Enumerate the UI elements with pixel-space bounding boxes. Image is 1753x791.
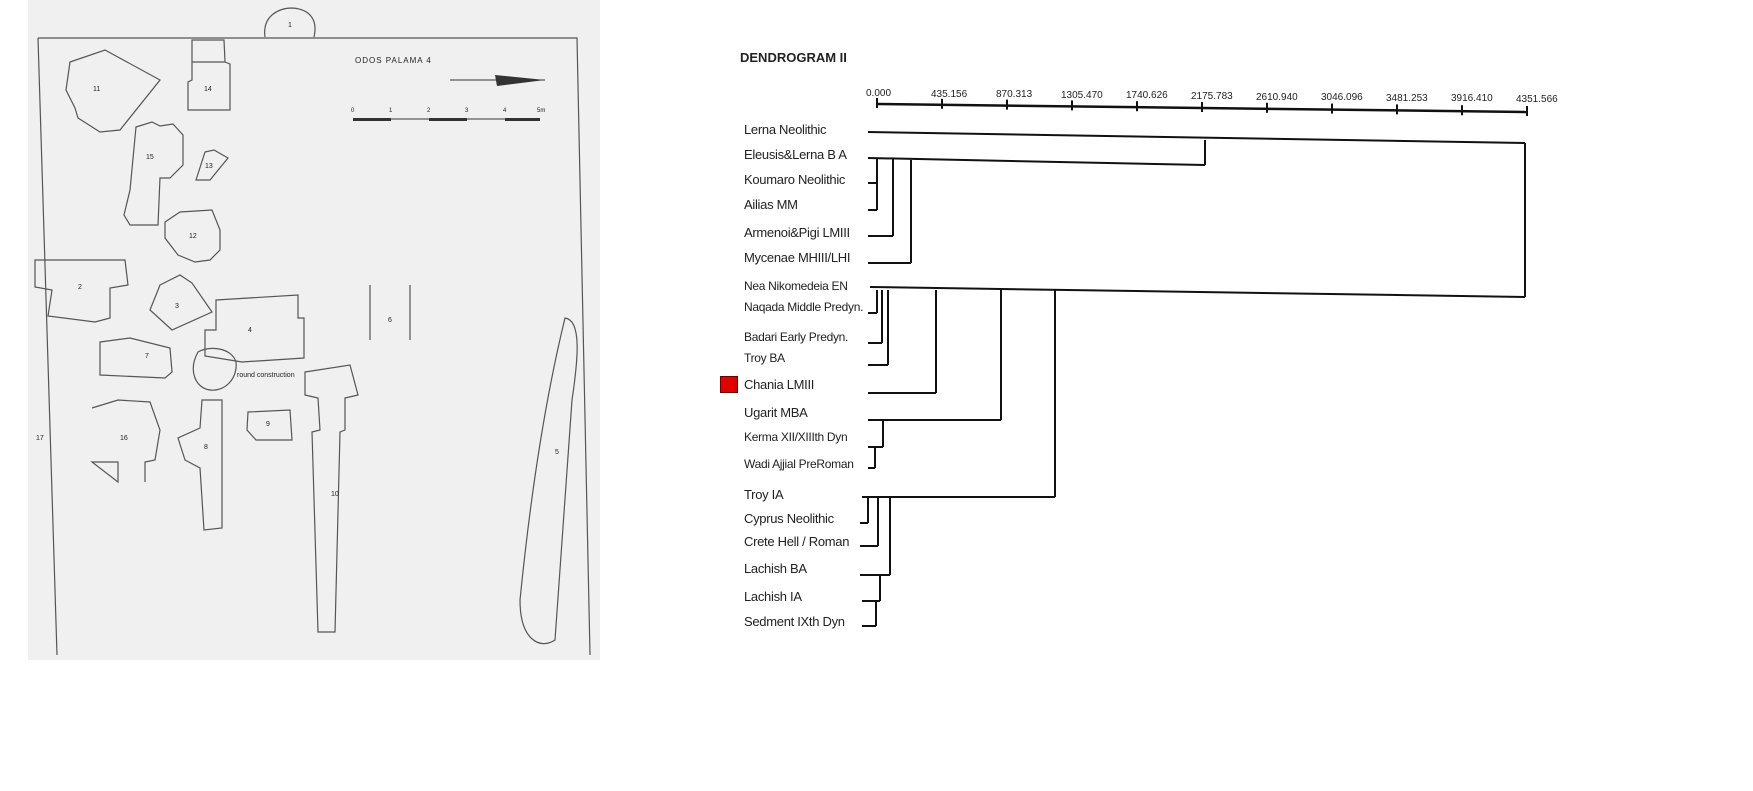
site-plan-drawing: [0, 0, 620, 700]
scale-label: 1: [389, 108, 393, 114]
dendrogram-tree: [700, 0, 1753, 700]
leaf-label: Mycenae MHIII/LHI: [744, 250, 851, 265]
axis-tick-label: 3916.410: [1451, 93, 1493, 105]
room-label: 15: [146, 154, 154, 161]
leaf-label: Naqada Middle Predyn.: [744, 300, 864, 314]
leaf-label: Sedment IXth Dyn: [744, 614, 845, 629]
axis-tick-label: 3481.253: [1386, 92, 1428, 104]
room-label: 3: [175, 303, 179, 310]
room-label: 16: [120, 435, 128, 442]
leaf-label: Ailias MM: [744, 197, 798, 212]
axis-tick-label: 0.000: [866, 88, 892, 99]
round-construction-label: round construction: [237, 372, 295, 379]
leaf-label: Armenoi&Pigi LMIII: [744, 225, 850, 240]
room-label: 4: [248, 327, 252, 334]
scale-label: 3: [465, 108, 469, 114]
scale-label: 5m: [537, 108, 546, 114]
room-label: 1: [288, 22, 292, 29]
axis-tick-label: 2610.940: [1256, 91, 1298, 103]
leaf-label: Koumaro Neolithic: [744, 172, 846, 187]
plan-title: ODOS PALAMA 4: [355, 56, 432, 65]
leaf-label: Kerma XII/XIIIth Dyn: [744, 430, 848, 444]
dendrogram: [700, 0, 1753, 700]
axis-tick-label: 1305.470: [1061, 89, 1103, 101]
room-label: 11: [93, 86, 101, 93]
scale-bar: [353, 118, 540, 121]
dendrogram-branch: [868, 132, 1525, 143]
axis-tick-label: 870.313: [996, 89, 1033, 101]
room-label: 8: [204, 444, 208, 451]
room-label: 14: [204, 86, 212, 93]
room-label: 7: [145, 353, 149, 360]
scale-label: 0: [351, 108, 355, 114]
axis-tick-label: 1740.626: [1126, 90, 1168, 102]
axis-tick-label: 3046.096: [1321, 92, 1363, 104]
room-label: 5: [555, 449, 559, 456]
site-plan: [0, 0, 620, 700]
leaf-label: Lachish IA: [744, 589, 802, 604]
dendrogram-branch: [868, 158, 1205, 165]
leaf-label: Chania LMIII: [744, 377, 815, 392]
leaf-label: Crete Hell / Roman: [744, 534, 850, 549]
room-label: 2: [78, 284, 82, 291]
leaf-label: Wadi Ajjial PreRoman: [744, 457, 854, 471]
leaf-label: Troy BA: [744, 351, 785, 365]
axis-tick-label: 4351.566: [1516, 94, 1558, 105]
dendrogram-title: DENDROGRAM II: [740, 50, 847, 65]
axis-tick-label: 435.156: [931, 88, 968, 100]
room-label: 10: [331, 491, 339, 498]
leaf-label: Badari Early Predyn.: [744, 330, 849, 344]
leaf-label: Lerna Neolithic: [744, 122, 827, 137]
room-label: 17: [36, 435, 44, 442]
leaf-label: Eleusis&Lerna B A: [744, 147, 847, 162]
dendrogram-branch: [870, 287, 1525, 297]
room-label: 6: [388, 317, 392, 324]
room-label: 12: [189, 233, 197, 240]
leaf-label: Lachish BA: [744, 561, 807, 576]
highlight-marker: [720, 376, 738, 393]
leaf-label: Troy IA: [744, 487, 784, 502]
leaf-label: Nea Nikomedeia EN: [744, 279, 848, 293]
axis-tick-label: 2175.783: [1191, 91, 1233, 102]
leaf-label: Cyprus Neolithic: [744, 511, 834, 526]
room-label: 9: [266, 421, 270, 428]
room-label: 13: [205, 163, 213, 170]
scale-label: 4: [503, 108, 507, 114]
leaf-label: Ugarit MBA: [744, 405, 808, 420]
scale-label: 2: [427, 108, 431, 114]
